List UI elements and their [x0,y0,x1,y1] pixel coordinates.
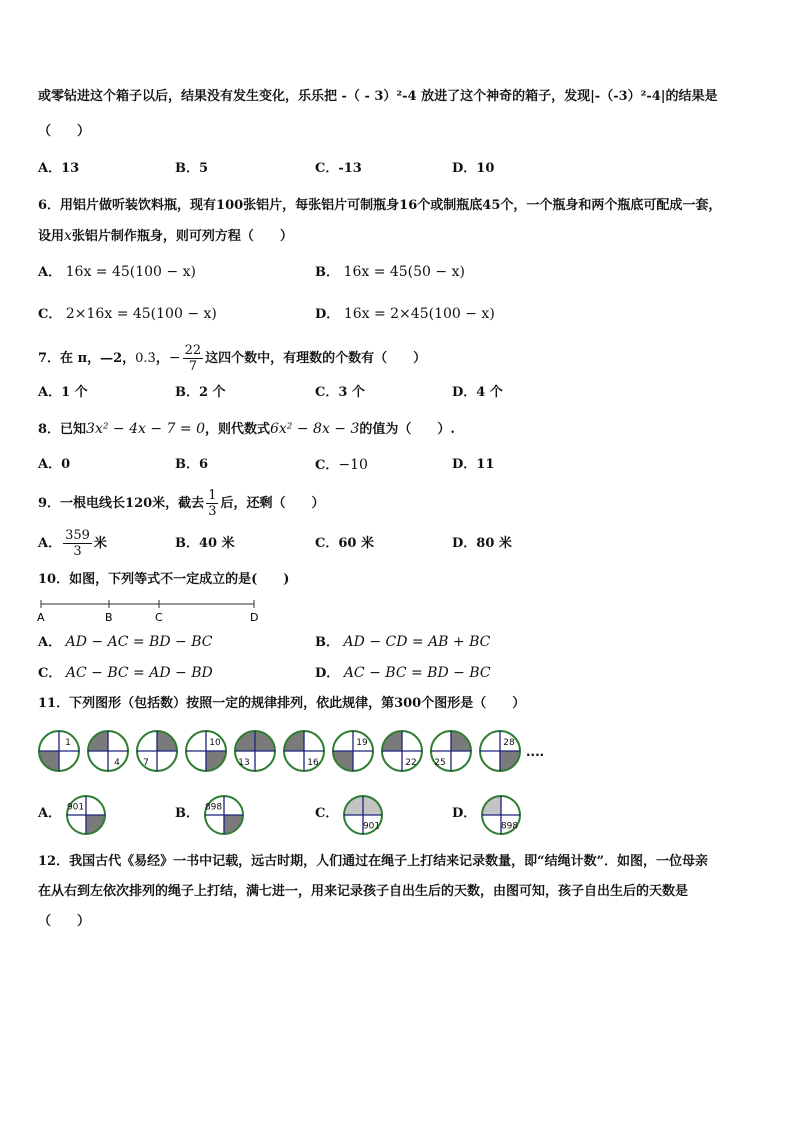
q9-option-a-den: 3 [73,544,82,559]
q6-option-b-expr: 16x = 45(50 − x) [343,264,465,280]
quadrant-number: 898 [204,802,223,813]
q10-option-a[interactable] [38,632,212,653]
q7-option-d[interactable]: D．4 个 [452,385,503,400]
q11-option-a[interactable]: A． [38,806,62,821]
point-label-d: D [250,611,259,624]
q11-option-c-circle [344,796,382,834]
q8-option-d[interactable]: D．11 [452,457,495,472]
q11-sequence-item [39,731,79,771]
q10-option-d[interactable] [315,663,491,684]
quadrant-number: 901 [66,802,85,813]
q5-option-a[interactable]: A．13 [38,161,80,176]
q10-stem: 10．如图，下列等式不一定成立的是( ) [38,572,290,587]
quadrant-number: 7 [143,758,149,768]
quadrant-number: 1 [65,738,71,748]
q7-option-c[interactable]: C．3 个 [315,385,365,400]
q10-option-c-expr: AC − BC = AD − BD [65,665,213,681]
q7-sep: ， [155,351,169,366]
q9-option-c[interactable]: C．60 米 [315,536,374,551]
q6-option-c-letter: C． [38,307,62,322]
q5-stem-line: 或零钻进这个箱子以后，结果没有发生变化，乐乐把 -（ - 3）²-4 放进了这个神奇的箱子，发现|-（-3）²-4|的结果是 [38,89,718,104]
q7-stem [38,338,426,378]
q7-stem-post: 这四个数中，有理数的个数有（ ） [205,351,427,366]
point-label-c: C [155,611,163,624]
q7-fraction [183,343,204,374]
q6-stem-line1: 6．用铝片做听装饮料瓶，现有100张铝片，每张铝片可制瓶身16个或制瓶底45个，一个瓶身和两个瓶底可配成一套， [38,198,722,213]
q8-option-a[interactable]: A．0 [38,457,71,472]
q11-stem: 11．下列图形（包括数）按照一定的规律排列，依此规律，第300个图形是（ ） [38,696,526,711]
q6-option-a-expr: 16x = 45(100 − x) [65,264,196,280]
quadrant-number: 10 [209,738,221,748]
q9-stem-post: 后，还剩（ ） [220,496,325,511]
q11-sequence-item [186,731,226,771]
q12-stem-line2: 在从右到左依次排列的绳子上打结，满七进一，用来记录孩子自出生后的天数，由图可知，孩子自出生后的天数是 [38,884,689,899]
q8-option-c-letter: C． [315,458,339,473]
q12-answer-paren: （ ） [38,914,91,929]
q10-option-c[interactable] [38,663,213,684]
q11-option-d-figure[interactable] [479,794,523,836]
q9-fraction [206,488,218,519]
q11-sequence-item [284,731,324,771]
q10-option-b-letter: B． [315,635,339,650]
q11-sequence-item [137,731,177,771]
q10-option-a-expr: AD − AC = BD − BC [65,634,213,650]
q5-option-c[interactable]: C．-13 [315,161,362,176]
q8-stem-mid: ，则代数式 [204,422,270,437]
q11-option-d[interactable]: D． [452,806,477,821]
q6-option-a-letter: A． [38,265,62,280]
q6-option-b[interactable] [315,262,465,283]
q11-sequence-item [88,731,128,771]
quadrant-number: 25 [434,758,446,768]
q10-segment-figure [34,596,264,624]
q9-option-a[interactable] [38,524,107,564]
q8-option-b[interactable]: B．6 [175,457,209,472]
q11-option-b-figure[interactable] [202,794,246,836]
q11-option-a-figure[interactable] [64,794,108,836]
q11-sequence-figure [38,728,558,776]
q9-option-a-num: 359 [65,528,90,543]
q6-option-b-letter: B． [315,265,339,280]
q11-sequence-item [382,731,422,771]
q11-sequence-item [333,731,373,771]
q9-stem [38,484,324,524]
q7-frac-den: 7 [188,359,197,374]
q10-option-d-expr: AC − BC = BD − BC [343,665,491,681]
quadrant-number: 4 [114,758,120,768]
q6-stem-post: 张铝片制作瓶身，则可列方程（ ） [71,229,293,244]
q11-sequence-item [480,731,520,771]
q6-variable: x [64,228,72,244]
q12-stem-line1: 12．我国古代《易经》一书中记载，远古时期，人们通过在绳子上打结来记录数量，即“结绳计数”．如图，一位母亲 [38,854,709,869]
q7-option-b[interactable]: B．2 个 [175,385,226,400]
q9-option-a-fraction [63,528,92,559]
q7-repeating-decimal: 0.3̇ [135,351,156,366]
point-label-a: A [37,611,45,624]
quadrant-number: 898 [500,821,519,832]
q5-answer-paren: （ ） [38,124,91,139]
q10-option-d-letter: D． [315,666,340,681]
q8-stem-post: 的值为（ ）. [359,422,455,437]
q11-sequence-item [431,731,471,771]
quadrant-number: 13 [238,758,250,768]
q11-option-b-circle [205,796,243,834]
q10-option-a-letter: A． [38,635,62,650]
q9-option-b[interactable]: B．40 米 [175,536,235,551]
q6-stem-pre: 设用 [38,229,65,244]
q9-option-a-letter: A． [38,536,62,551]
quadrant-number: 22 [405,758,417,768]
q6-option-c[interactable] [38,304,217,325]
q6-option-c-expr: 2×16x = 45(100 − x) [65,306,217,322]
quadrant-number: 901 [362,821,381,832]
q11-option-a-circle [67,796,105,834]
q9-frac-num: 1 [208,488,217,503]
q9-option-a-unit: 米 [93,536,107,551]
point-label-b: B [105,611,113,624]
q7-neg-sign: − [168,350,181,366]
q11-option-c[interactable]: C． [315,806,339,821]
quadrant-number: 28 [503,738,515,748]
q11-sequence-item [235,731,275,771]
q7-stem-pre: 7．在 π，—2， [38,351,136,366]
q11-option-d-circle [482,796,520,834]
q6-option-d-letter: D． [315,307,340,322]
quadrant-number: 19 [356,738,368,748]
q8-option-c[interactable] [315,455,368,476]
q5-option-d[interactable]: D．10 [452,161,495,176]
q11-option-b[interactable]: B． [175,806,199,821]
q9-frac-den: 3 [208,504,217,519]
q8-expression: 6x² − 8x − 3 [270,421,360,437]
q10-option-c-letter: C． [38,666,62,681]
q6-stem-line2 [38,226,293,247]
sequence-ellipsis: .... [526,745,545,759]
quadrant-number: 16 [307,758,319,768]
q6-option-d[interactable] [315,304,495,325]
q9-option-d[interactable]: D．80 米 [452,536,512,551]
q6-option-a[interactable] [38,262,196,283]
q8-equation: 3x² − 4x − 7 = 0 [86,421,205,437]
q5-option-b[interactable]: B．5 [175,161,209,176]
q6-option-d-expr: 16x = 2×45(100 − x) [343,306,495,322]
q11-option-c-figure[interactable] [341,794,385,836]
q7-option-a[interactable]: A．1 个 [38,385,88,400]
q10-option-b[interactable] [315,632,490,653]
q9-stem-pre: 9．一根电线长120米，截去 [38,496,205,511]
q8-stem [38,419,455,440]
q10-option-b-expr: AD − CD = AB + BC [343,634,491,650]
q8-option-c-expr: −10 [338,457,368,473]
q8-stem-pre: 8．已知 [38,422,87,437]
q7-frac-num: 22 [184,343,202,358]
